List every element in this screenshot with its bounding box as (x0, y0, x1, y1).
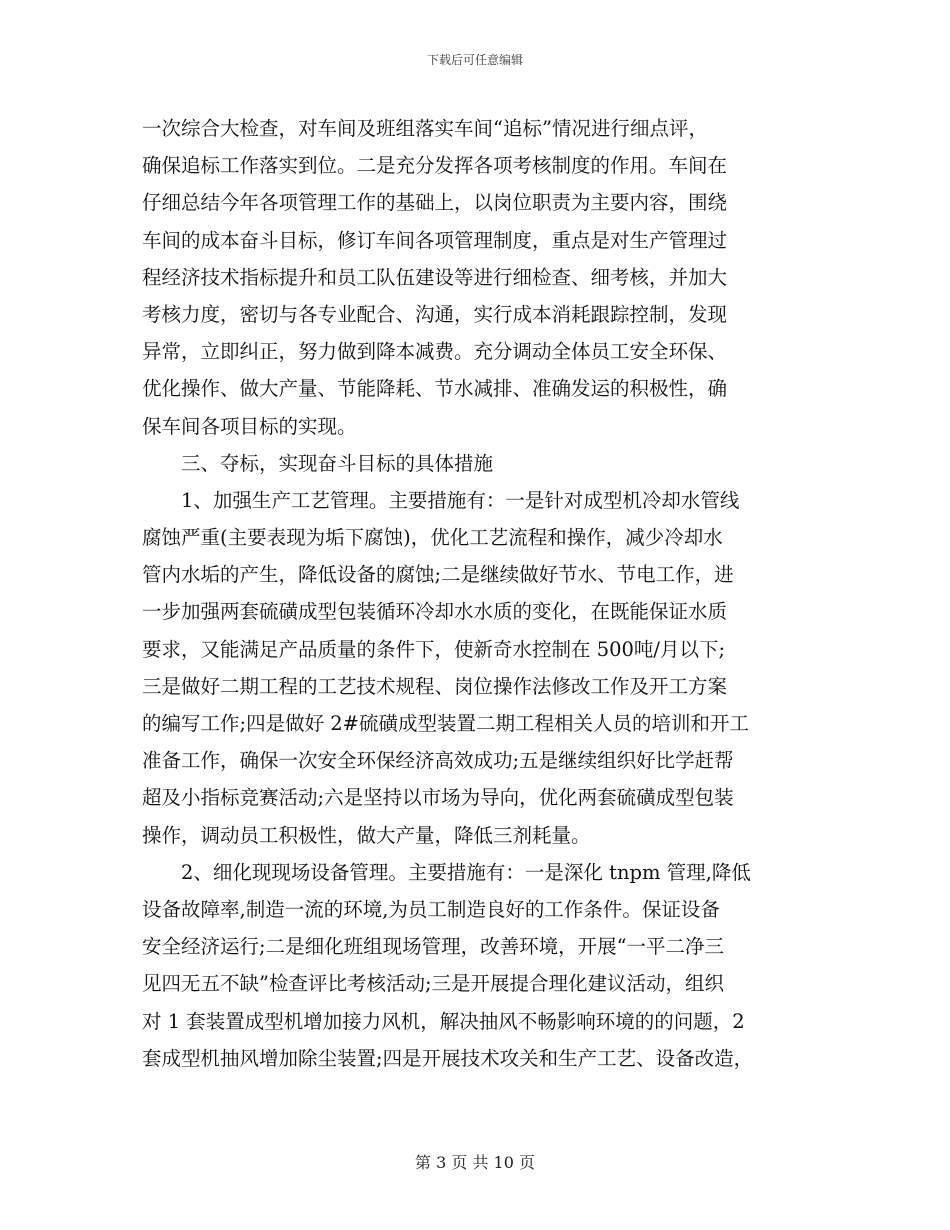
text-line: 车间的成本奋斗目标，修订车间各项管理制度，重点是对生产管理过 (142, 228, 728, 252)
text-line: 异常，立即纠正，努力做到降本减费。充分调动全体员工安全环保、 (142, 340, 728, 364)
page-footer: 第 3 页 共 10 页 (415, 1153, 535, 1172)
text-line: 仔细总结今年各项管理工作的基础上，以岗位职责为主要内容，围绕 (142, 191, 728, 215)
text-line: 1、加强生产工艺管理。主要措施有：一是针对成型机冷却水管线 (181, 488, 740, 512)
section-heading: 三、夺标，实现奋斗目标的具体措施 (181, 451, 494, 475)
text-line: 套成型机抽风增加除尘装置;四是开展技术攻关和生产工艺、设备改造， (142, 1046, 754, 1070)
text-line: 考核力度，密切与各专业配合、沟通，实行成本消耗跟踪控制，发现 (142, 302, 728, 326)
page-header: 下载后可任意编辑 (426, 53, 523, 67)
text-line: 一次综合大检查，对车间及班组落实车间“追标”情况进行细点评， (142, 117, 708, 140)
text-line: 见四无五不缺”检查评比考核活动;三是开展提合理化建议活动，组织 (142, 972, 725, 996)
text-line: 一步加强两套硫磺成型包装循环冷却水水质的变化，在既能保证水质 (142, 600, 728, 624)
text-line: 准备工作，确保一次安全环保经济高效成功;五是继续组织好比学赶帮 (142, 749, 734, 773)
document-body (142, 110, 812, 1077)
text-line: 优化操作、做大产量、节能降耗、节水减排、准确发运的积极性，确 (142, 377, 728, 401)
text-line: 保车间各项目标的实现。 (142, 414, 357, 438)
text-line: 2、细化现现场设备管理。主要措施有：一是深化 tnpm 管理,降低 (181, 860, 751, 884)
text-line: 管内水垢的产生，降低设备的腐蚀;二是继续做好节水、节电工作，进 (142, 563, 734, 587)
text-line: 对 1 套装置成型机增加接力风机，解决抽风不畅影响环境的的问题，2 (142, 1009, 745, 1033)
text-line: 超及小指标竞赛活动;六是坚持以市场为导向，优化两套硫磺成型包装 (142, 786, 734, 810)
text-line: 安全经济运行;二是细化班组现场管理，改善环境，开展“一平二净三 (142, 935, 725, 959)
text-line: 三是做好二期工程的工艺技术规程、岗位操作法修改工作及开工方案 (142, 674, 728, 698)
text-line: 要求，又能满足产品质量的条件下，使新奇水控制在 500吨/月以下; (142, 637, 726, 661)
text-line: 腐蚀严重(主要表现为垢下腐蚀)，优化工艺流程和操作，减少冷却水 (142, 526, 723, 550)
text-line: 确保追标工作落实到位。二是充分发挥各项考核制度的作用。车间在 (142, 154, 728, 178)
text-line: 操作，调动员工积极性，做大产量，降低三剂耗量。 (142, 823, 591, 847)
text-line: 程经济技术指标提升和员工队伍建设等进行细检查、细考核，并加大 (142, 265, 728, 289)
text-line: 设备故障率,制造一流的环境,为员工制造良好的工作条件。保证设备 (142, 897, 720, 921)
text-line: 的编写工作;四是做好 2#硫磺成型装置二期工程相关人员的培训和开工 (142, 712, 750, 735)
